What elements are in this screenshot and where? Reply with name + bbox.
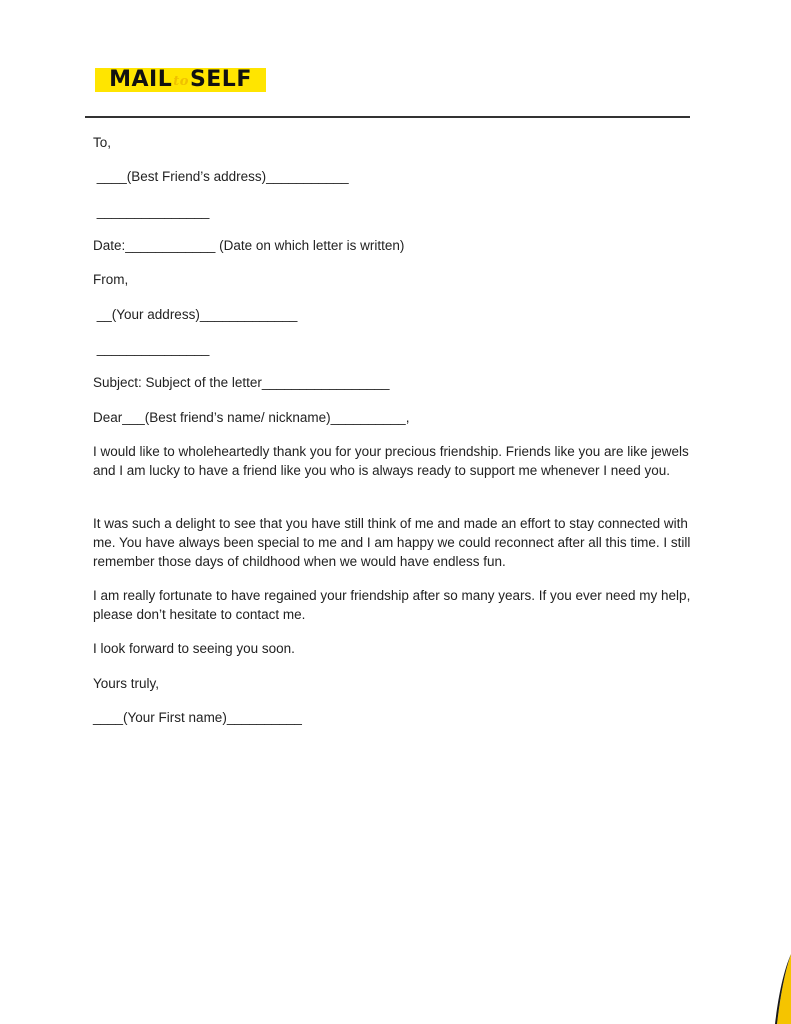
body-paragraph-3: I am really fortunate to have regained your friendship after so many years. If you ever need my help, please don’t hesitate to contact me. (93, 588, 691, 622)
recipient-address-line2: _______________ (93, 204, 210, 219)
sender-address: __(Your address)_____________ (93, 307, 298, 322)
subject-line: Subject: Subject of the letter_________________ (93, 375, 390, 390)
sender-address-line2: _______________ (93, 341, 210, 356)
header-divider (85, 116, 690, 118)
corner-decoration (767, 954, 791, 1024)
recipient-address: ____(Best Friend’s address)___________ (93, 169, 349, 184)
body-paragraph-2: It was such a delight to see that you have still think of me and made an effort to stay connected with me. You have always been special to me and I am happy we could reconnect after all this time. I still remember those days of childhood when we would have endless fun. (93, 516, 691, 569)
to-label: To, (93, 135, 112, 150)
closing-remark: I look forward to seeing you soon. (93, 641, 295, 656)
signature-line: ____(Your First name)__________ (93, 710, 302, 725)
from-label: From, (93, 272, 129, 287)
date-line: Date:____________ (Date on which letter is written) (93, 238, 405, 253)
logo-to-text: to (173, 74, 189, 89)
salutation: Dear___(Best friend’s name/ nickname)__________, (93, 410, 410, 425)
logo-mail-text: MAIL (109, 67, 173, 92)
sign-off: Yours truly, (93, 676, 160, 691)
logo-self-text: SELF (189, 67, 252, 92)
body-paragraph-1: I would like to wholeheartedly thank you for your precious friendship. Friends like you are like jewels and I am lucky to have a friend like you who is always ready to support me whenever I need you. (93, 444, 689, 478)
mailtoself-logo[interactable] (95, 68, 266, 92)
